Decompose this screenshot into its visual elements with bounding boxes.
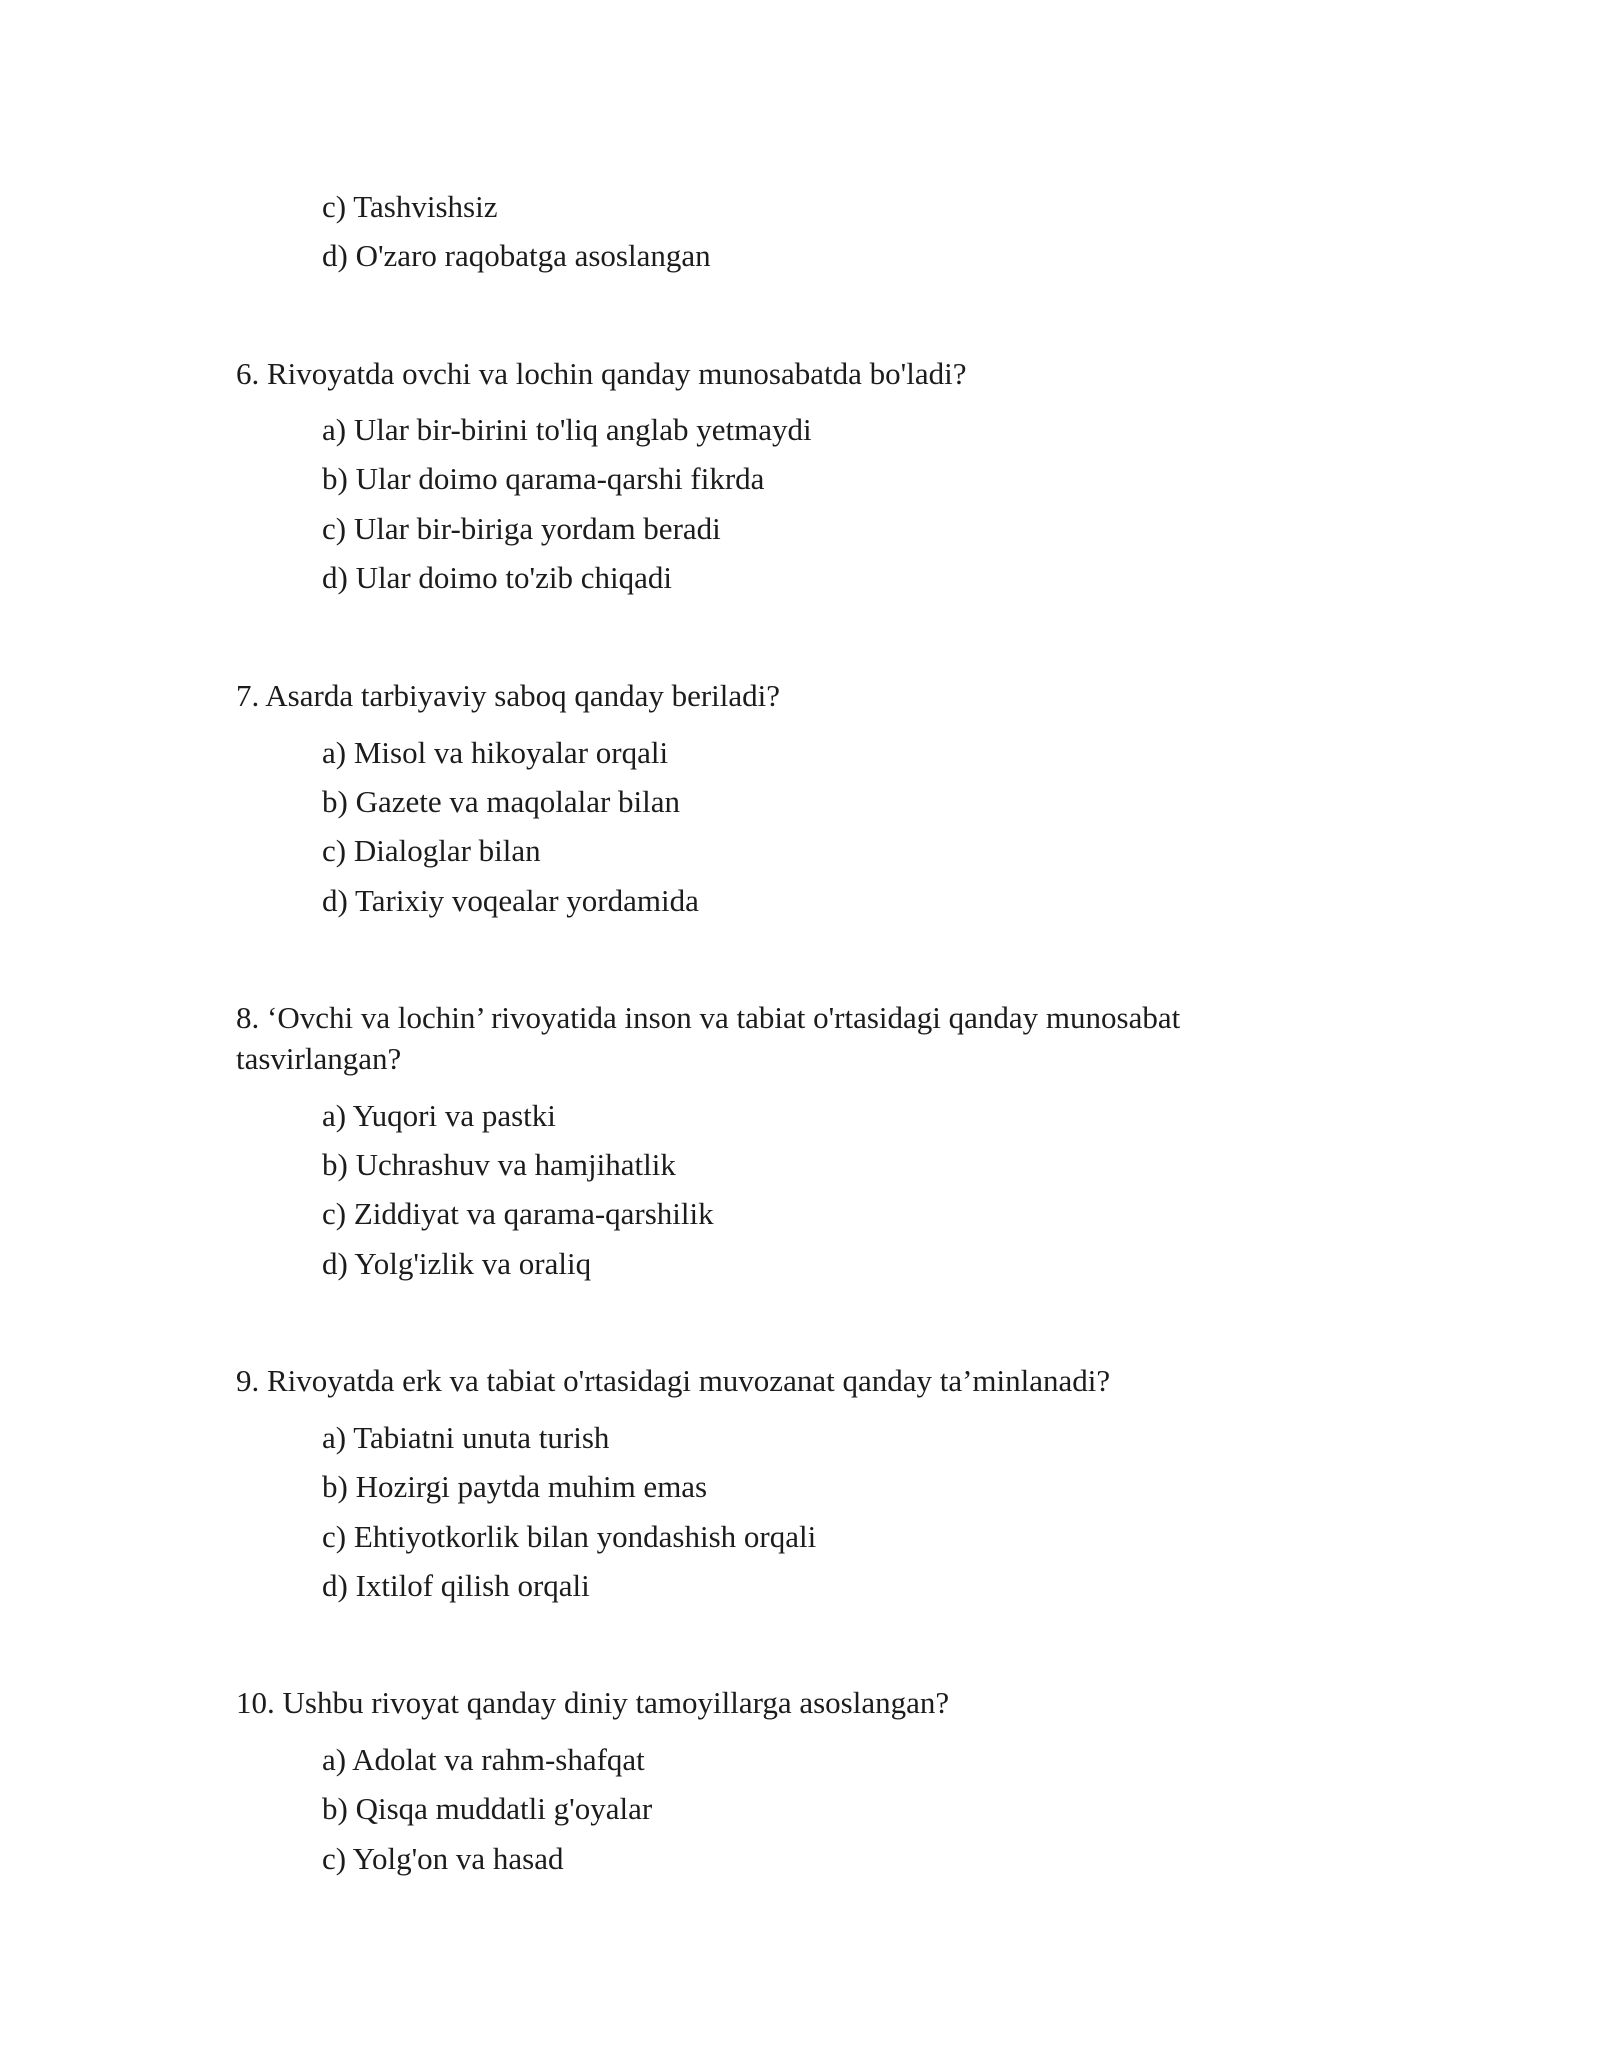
option-9b: b) Hozirgi paytda muhim emas: [322, 1469, 708, 1504]
option-8a: a) Yuqori va pastki: [322, 1098, 556, 1133]
question-8-continuation: tasvirlangan?: [236, 1041, 402, 1076]
option-6a: a) Ular bir-birini to'liq anglab yetmaydi: [322, 412, 812, 447]
option-7b: b) Gazete va maqolalar bilan: [322, 784, 681, 819]
option-10c: c) Yolg'on va hasad: [322, 1841, 564, 1876]
option-9a: a) Tabiatni unuta turish: [322, 1420, 610, 1455]
option-5d: d) O'zaro raqobatga asoslangan: [322, 238, 711, 273]
option-6b: b) Ular doimo qarama-qarshi fikrda: [322, 461, 765, 496]
option-8c: c) Ziddiyat va qarama-qarshilik: [322, 1196, 714, 1231]
option-8d: d) Yolg'izlik va oraliq: [322, 1246, 592, 1281]
option-10a: a) Adolat va rahm-shafqat: [322, 1742, 645, 1777]
option-9c: c) Ehtiyotkorlik bilan yondashish orqali: [322, 1519, 817, 1554]
question-9: 9. Rivoyatda erk va tabiat o'rtasidagi muvozanat qanday ta’minlanadi?: [236, 1363, 1111, 1398]
option-5c: c) Tashvishsiz: [322, 189, 498, 224]
question-8: 8. ‘Ovchi va lochin’ rivoyatida inson va tabiat o'rtasidagi qanday munosabat: [236, 1000, 1181, 1035]
question-7: 7. Asarda tarbiyaviy saboq qanday beriladi?: [236, 678, 781, 713]
option-9d: d) Ixtilof qilish orqali: [322, 1568, 590, 1603]
option-8b: b) Uchrashuv va hamjihatlik: [322, 1147, 676, 1182]
option-6d: d) Ular doimo to'zib chiqadi: [322, 560, 672, 595]
question-10: 10. Ushbu rivoyat qanday diniy tamoyillarga asoslangan?: [236, 1685, 950, 1720]
option-7d: d) Tarixiy voqealar yordamida: [322, 883, 699, 918]
option-7a: a) Misol va hikoyalar orqali: [322, 735, 669, 770]
option-7c: c) Dialoglar bilan: [322, 833, 541, 868]
option-10b: b) Qisqa muddatli g'oyalar: [322, 1791, 653, 1826]
option-6c: c) Ular bir-biriga yordam beradi: [322, 511, 721, 546]
question-6: 6. Rivoyatda ovchi va lochin qanday munosabatda bo'ladi?: [236, 356, 967, 391]
